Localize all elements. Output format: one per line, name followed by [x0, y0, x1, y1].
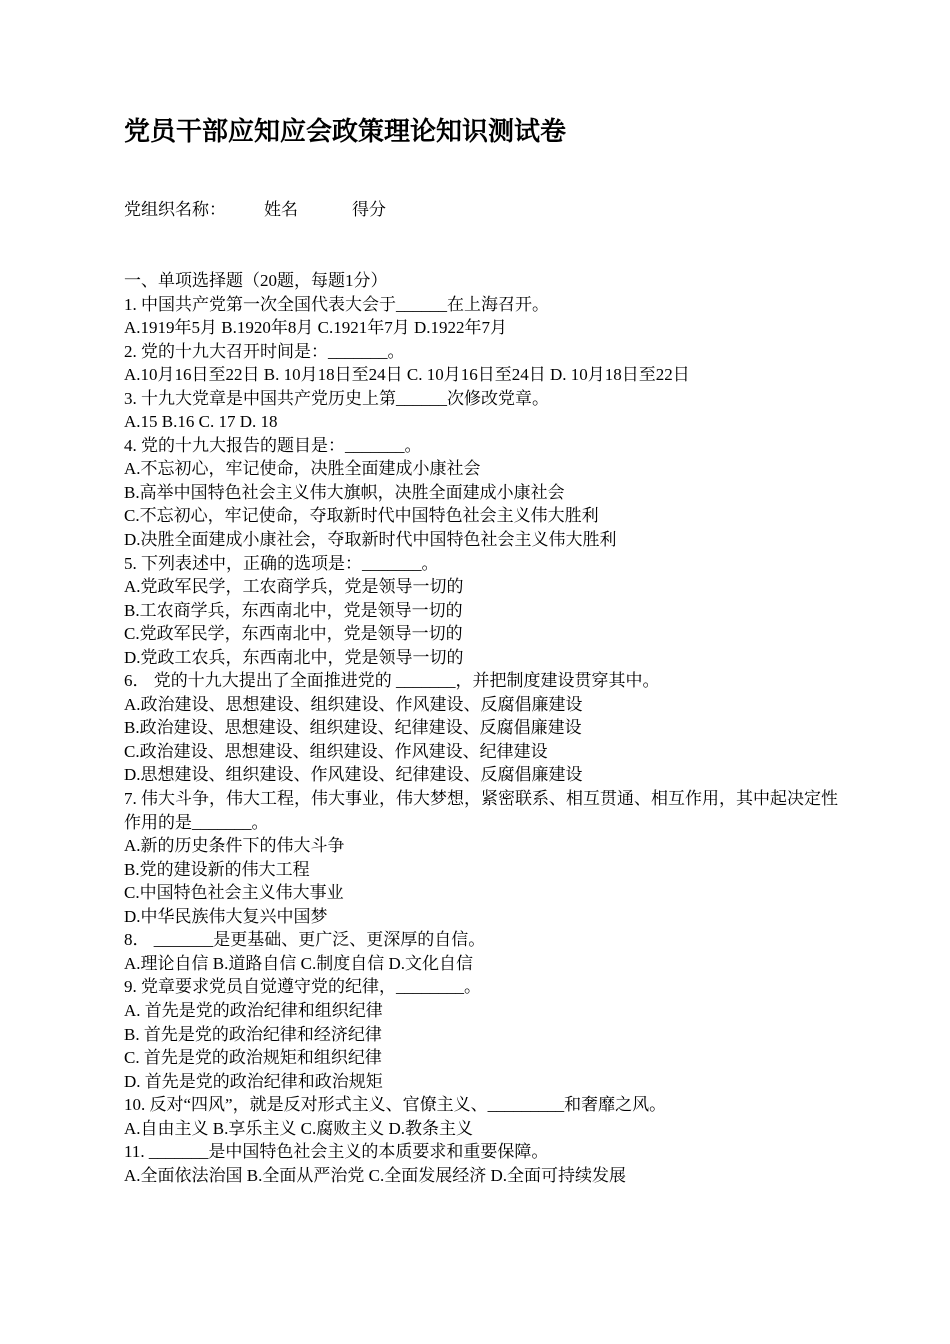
question-7-option-d: D.中华民族伟大复兴中国梦	[124, 906, 328, 926]
question-9-option-d: D. 首先是党的政治纪律和政治规矩	[124, 1071, 383, 1091]
question-4-option-c: C.不忘初心，牢记使命，夺取新时代中国特色社会主义伟大胜利	[124, 506, 599, 526]
question-3-options: A.15 B.16 C. 17 D. 18	[124, 412, 278, 432]
question-1: 1. 中国共产党第一次全国代表大会于______在上海召开。	[124, 294, 549, 314]
question-4-option-a: A.不忘初心，牢记使命，决胜全面建成小康社会	[124, 459, 481, 479]
question-6: 6． 党的十九大提出了全面推进党的 _______，并把制度建设贯穿其中。	[124, 671, 660, 691]
question-8: 8． _______是更基础、更广泛、更深厚的自信。	[124, 930, 486, 950]
question-4-option-b: B.高举中国特色社会主义伟大旗帜，决胜全面建成小康社会	[124, 482, 565, 502]
question-10-options: A.自由主义 B.享乐主义 C.腐败主义 D.教条主义	[124, 1118, 473, 1138]
question-5-option-c: C.党政军民学，东西南北中，党是领导一切的	[124, 624, 463, 644]
question-9-option-c: C. 首先是党的政治规矩和组织纪律	[124, 1048, 382, 1068]
section-heading: 一、单项选择题（20题，每题1分）	[124, 271, 388, 290]
question-4-option-d: D.决胜全面建成小康社会，夺取新时代中国特色社会主义伟大胜利	[124, 530, 617, 550]
question-7-option-b: B.党的建设新的伟大工程	[124, 859, 310, 879]
question-5: 5. 下列表述中，正确的选项是：_______。	[124, 553, 439, 573]
question-body	[124, 269, 844, 1187]
question-6-option-c: C.政治建设、思想建设、组织建设、作风建设、纪律建设	[124, 741, 548, 761]
question-2-options: A.10月16日至22日 B. 10月18日至24日 C. 10月16日至24日 D. 10月18日至22日	[124, 365, 690, 385]
question-8-options: A.理论自信 B.道路自信 C.制度自信 D.文化自信	[124, 953, 473, 973]
question-4: 4. 党的十九大报告的题目是：_______。	[124, 435, 422, 455]
document-title: 党员干部应知应会政策理论知识测试卷	[124, 117, 567, 147]
question-9-option-a: A. 首先是党的政治纪律和组织纪律	[124, 1000, 383, 1020]
question-7: 7. 伟大斗争，伟大工程，伟大事业，伟大梦想，紧密联系、相互贯通、相互作用，其中起决定性作用的是_______。	[124, 789, 838, 832]
question-2: 2. 党的十九大召开时间是：_______。	[124, 341, 405, 361]
question-7-option-c: C.中国特色社会主义伟大事业	[124, 883, 344, 903]
question-5-option-b: B.工农商学兵，东西南北中，党是领导一切的	[124, 600, 463, 620]
header-fields	[124, 198, 386, 222]
question-11-options: A.全面依法治国 B.全面从严治党 C.全面发展经济 D.全面可持续发展	[124, 1165, 626, 1185]
question-6-option-b: B.政治建设、思想建设、组织建设、纪律建设、反腐倡廉建设	[124, 718, 582, 738]
question-5-option-a: A.党政军民学，工农商学兵，党是领导一切的	[124, 577, 464, 597]
question-6-option-a: A.政治建设、思想建设、组织建设、作风建设、反腐倡廉建设	[124, 694, 583, 714]
question-9: 9. 党章要求党员自觉遵守党的纪律，________。	[124, 977, 481, 997]
question-5-option-d: D.党政工农兵，东西南北中，党是领导一切的	[124, 647, 464, 667]
name-label: 姓名	[264, 200, 298, 219]
question-9-option-b: B. 首先是党的政治纪律和经济纪律	[124, 1024, 382, 1044]
question-6-option-d: D.思想建设、组织建设、作风建设、纪律建设、反腐倡廉建设	[124, 765, 583, 785]
org-name-label: 党组织名称：	[124, 200, 226, 219]
score-label: 得分	[352, 200, 386, 219]
question-7-option-a: A.新的历史条件下的伟大斗争	[124, 836, 345, 856]
question-1-options: A.1919年5月 B.1920年8月 C.1921年7月 D.1922年7月	[124, 318, 507, 338]
question-11: 11. _______是中国特色社会主义的本质要求和重要保障。	[124, 1142, 549, 1162]
question-10: 10. 反对“四风”，就是反对形式主义、官僚主义、_________和奢靡之风。	[124, 1095, 667, 1115]
question-3: 3. 十九大党章是中国共产党历史上第______次修改党章。	[124, 388, 549, 408]
